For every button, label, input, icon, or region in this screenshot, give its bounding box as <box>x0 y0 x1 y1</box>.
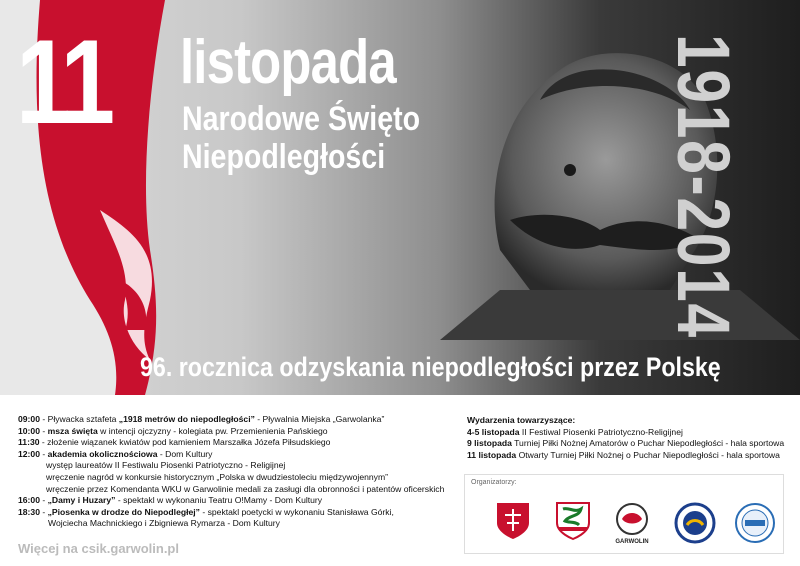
schedule-row: 16:00 - „Damy i Huzary” - spektakl w wykonaniu Teatru O!Mamy - Dom Kultury <box>18 495 323 506</box>
city-crest-icon <box>495 501 531 541</box>
organizers-label: Organizatorzy: <box>471 479 517 486</box>
side-events-title: Wydarzenia towarzyszące: <box>467 415 576 425</box>
schedule-subrow: wręczenie nagród w konkursie historycznym „Polska w dwudziestoleciu międzywojennym” <box>46 471 388 482</box>
schedule-subrow: wręczenie przez Komendanta WKU w Garwolinie medali za zasługi dla obronności i patentów oficerskich <box>46 483 445 494</box>
schedule-row: 12:00 - akademia okolicznościowa - Dom Kultury <box>18 448 213 459</box>
more-info-link[interactable]: Więcej na csik.garwolin.pl <box>18 541 179 556</box>
schedule-subrow: występ laureatów II Festiwalu Piosenki Patriotyczno - Religijnej <box>46 460 286 471</box>
schedule-row: 10:00 - msza święta w intencji ojczyzny - kolegiata pw. Przemienienia Pańskiego <box>18 425 328 436</box>
event-item: 9 listopada Turniej Piłki Nożnej Amatorów o Puchar Niepodległości - hala sportowa <box>467 438 785 449</box>
garwolanka-logo <box>673 501 717 545</box>
anniversary-title: 96. rocznica odzyskania niepodległości przez Polskę <box>140 352 721 382</box>
years-vertical: 1918-2014 <box>662 34 745 339</box>
wku-logo <box>733 501 777 545</box>
day-number: 11 <box>16 15 111 149</box>
schedule-row: 11:30 - złożenie wiązanek kwiatów pod kamieniem Marszałka Józefa Piłsudskiego <box>18 437 331 448</box>
month-title: listopada <box>180 28 396 97</box>
pilsudski-portrait <box>440 40 800 340</box>
county-crest-icon <box>555 501 591 541</box>
logo-text: GARWOLIN <box>615 539 649 545</box>
holiday-name <box>182 100 420 176</box>
side-events <box>467 415 792 461</box>
schedule-subrow: Wojciecha Machnickiego i Zbigniewa Rymarza - Dom Kultury <box>48 518 280 529</box>
organizers-box <box>464 474 784 554</box>
schedule-list <box>18 414 458 530</box>
holiday-line-1: Narodowe Święto <box>182 100 421 138</box>
event-item: 4-5 listopada II Festiwal Piosenki Patriotyczno-Religijnej <box>467 426 683 437</box>
schedule-row: 09:00 - Pływacka sztafeta „1918 metrów do niepodległości” - Pływalnia Miejska „Garwolanka” <box>18 414 385 424</box>
csik-garwolin-logo <box>610 501 654 545</box>
event-item: 11 listopada Otwarty Turniej Piłki Nożnej o Puchar Niepodległości - hala sportowa <box>467 449 780 460</box>
holiday-line-2: Niepodległości <box>182 138 386 176</box>
schedule-row: 18:30 - „Piosenka w drodze do Niepodległej” - spektakl poetycki w wykonaniu Stanisława Górki, <box>18 506 394 517</box>
